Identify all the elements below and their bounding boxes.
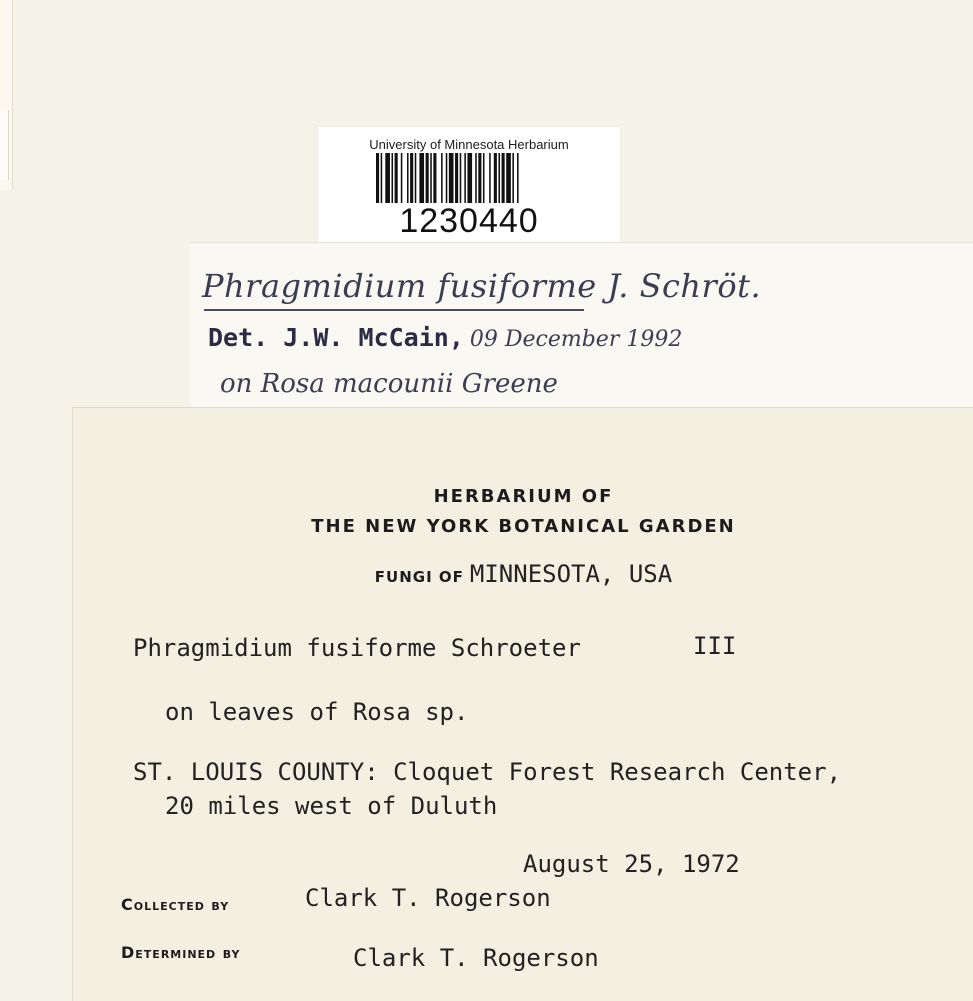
label-region-row [73, 560, 973, 588]
barcode-label [318, 127, 620, 245]
barcode-institution: University of Minnesota Herbarium [369, 137, 569, 152]
label-collector: Clark T. Rogerson [305, 884, 551, 912]
barcode-number: 1230440 [399, 202, 539, 240]
label-species: Phragmidium fusiforme Schroeter [133, 634, 581, 662]
det-determiner-line [208, 323, 682, 352]
label-determined-by-label: Determined by [121, 943, 241, 962]
specimen-label [72, 407, 973, 1001]
label-region: MINNESOTA, USA [469, 560, 673, 588]
label-collection-date: August 25, 1972 [523, 850, 740, 878]
sheet-edge-inner [0, 110, 9, 180]
label-collected-by-label: Collected by [121, 895, 230, 914]
label-heading-line1: HERBARIUM OF [433, 486, 614, 507]
det-taxon-underline [204, 309, 584, 311]
barcode-image [376, 153, 562, 203]
det-date: 09 December 1992 [469, 327, 683, 352]
label-host: on leaves of Rosa sp. [165, 698, 469, 726]
label-determiner: Clark T. Rogerson [353, 944, 599, 972]
det-determiner: Det. J.W. McCain, [208, 323, 464, 352]
label-heading-line2: THE NEW YORK BOTANICAL GARDEN [311, 516, 736, 537]
label-locality-line2: 20 miles west of Duluth [165, 792, 498, 820]
label-locality-line1: ST. LOUIS COUNTY: Cloquet Forest Research Center, [133, 758, 842, 786]
det-host: on Rosa macounii Greene [220, 369, 558, 399]
det-taxon-name: Phragmidium fusiforme J. Schröt. [202, 267, 762, 305]
determination-slip [190, 242, 973, 409]
label-spore-stage: III [693, 632, 737, 660]
label-fungi-of: FUNGI OF [374, 568, 464, 586]
